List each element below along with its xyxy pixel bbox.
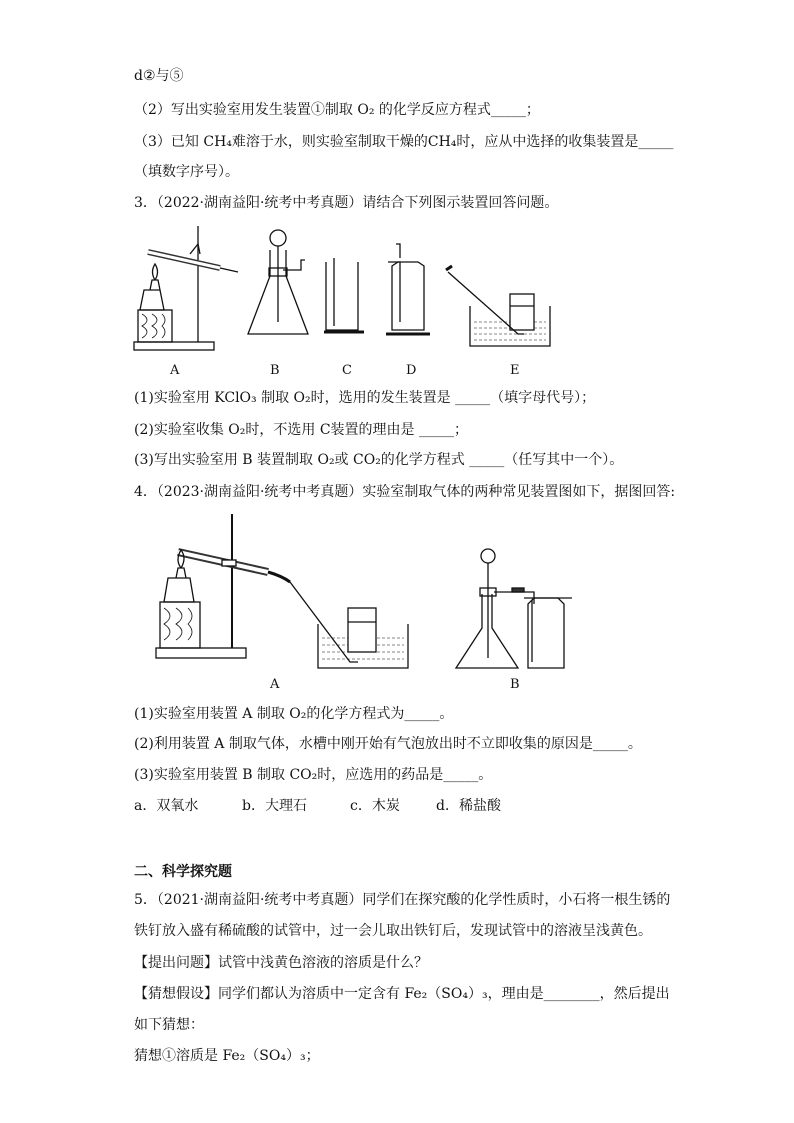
text-line: (1)实验室用装置 A 制取 O₂的化学方程式为_____。 (134, 706, 454, 722)
text-line: 猜想①溶质是 Fe₂（SO₄）₃； (134, 1048, 320, 1064)
text-line: d②与⑤ (134, 68, 184, 84)
option-a: a．双氧水 (134, 798, 199, 814)
text-line: 如下猜想： (134, 1017, 204, 1033)
alcohol-lamp-a2 (164, 578, 194, 602)
text-line: (3)写出实验室用 B 装置制取 O₂或 CO₂的化学方程式 _____（任写其中一个）。 (134, 452, 624, 468)
text-line: 铁钉放入盛有稀硫酸的试管中，过一会儿取出铁钉后，发现试管中的溶液呈浅黄色。 (134, 923, 652, 939)
label-a: A (270, 677, 280, 692)
stand-base-a (134, 342, 214, 350)
label-a: A (170, 363, 180, 378)
bottle-d (392, 262, 424, 330)
bottle-c (326, 262, 358, 330)
alcohol-lamp-a (140, 290, 164, 310)
apparatus-figure-1 (130, 222, 560, 380)
apparatus-figure-2 (152, 508, 592, 694)
option-c: c．木炭 (350, 798, 400, 814)
text-line: 【提出问题】试管中浅黄色溶液的溶质是什么？ (134, 955, 428, 971)
stand-base-a2 (156, 648, 246, 658)
question-5: 5．（2021·湖南益阳·统考中考真题）同学们在探究酸的化学性质时，小石将一根生锈的 (134, 892, 671, 908)
label-c: C (342, 363, 352, 378)
label-b: B (510, 677, 520, 692)
label-b: B (270, 363, 280, 378)
text-line: 【猜想假设】同学们都认为溶质中一定含有 Fe₂（SO₄）₃，理由是________，然后提出 (134, 986, 670, 1002)
text-line: （3）已知 CH₄难溶于水，则实验室制取干燥的CH₄时，应从中选择的收集装置是_____ (134, 134, 674, 150)
label-e: E (510, 363, 520, 378)
section-heading: 二、科学探究题 (134, 864, 232, 880)
text-line: （2）写出实验室用发生装置①制取 O₂ 的化学反应方程式_____； (134, 102, 540, 118)
text-line: (2)实验室收集 O₂时，不选用 C装置的理由是 _____； (134, 422, 468, 438)
collecting-bottle-b2 (528, 598, 564, 668)
question-4: 4．（2023·湖南益阳·统考中考真题）实验室制取气体的两种常见装置图如下，据图回答: (134, 484, 676, 500)
option-b: b．大理石 (242, 798, 307, 814)
text-line: （填数字序号）。 (134, 164, 239, 180)
text-line: (3)实验室用装置 B 制取 CO₂时，应选用的药品是_____。 (134, 767, 493, 783)
option-d: d．稀盐酸 (436, 798, 501, 814)
text-line: (2)利用装置 A 制取气体，水槽中刚开始有气泡放出时不立即收集的原因是_____。 (134, 736, 642, 752)
conical-flask-b2 (456, 594, 518, 668)
question-3: 3．（2022·湖南益阳·统考中考真题）请结合下列图示装置回答问题。 (134, 195, 559, 211)
label-d: D (406, 363, 417, 378)
text-line: (1)实验室用 KClO₃ 制取 O₂时，选用的发生装置是 _____（填字母代号）； (134, 390, 596, 406)
